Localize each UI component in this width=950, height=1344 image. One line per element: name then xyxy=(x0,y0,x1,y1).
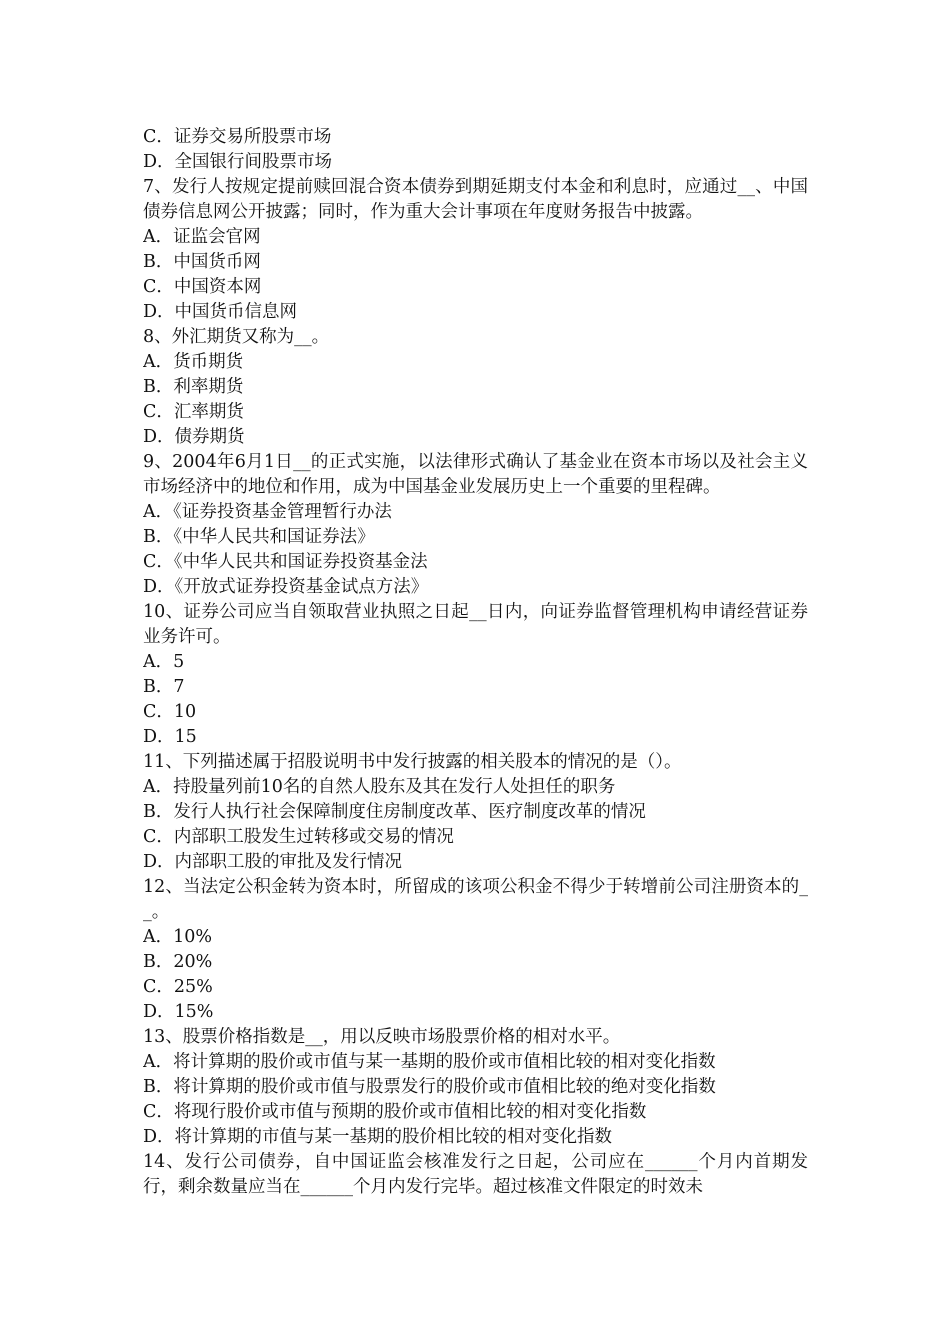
answer-option: A．持股量列前10名的自然人股东及其在发行人处担任的职务 xyxy=(143,777,616,797)
answer-option: C．《中华人民共和国证券投资基金法 xyxy=(143,552,428,572)
answer-option: D．全国银行间股票市场 xyxy=(143,152,333,172)
answer-option: D．中国货币信息网 xyxy=(143,302,298,322)
exam-questions xyxy=(143,125,808,1200)
question-text: 7、发行人按规定提前赎回混合资本债券到期延期支付本金和利息时，应通过__、中国债券信息网公开披露；同时，作为重大会计事项在年度财务报告中披露。 xyxy=(143,177,808,222)
answer-option: C．将现行股价或市值与预期的股价或市值相比较的相对变化指数 xyxy=(143,1102,647,1122)
question-text: 12、当法定公积金转为资本时，所留成的该项公积金不得少于转增前公司注册资本的__。 xyxy=(143,877,808,922)
answer-option: B．发行人执行社会保障制度住房制度改革、医疗制度改革的情况 xyxy=(143,802,646,822)
answer-option: B．《中华人民共和国证券法》 xyxy=(143,527,375,547)
question-text: 11、下列描述属于招股说明书中发行披露的相关股本的情况的是（）。 xyxy=(143,752,682,772)
answer-option: C．内部职工股发生过转移或交易的情况 xyxy=(143,827,454,847)
answer-option: D．《开放式证券投资基金试点方法》 xyxy=(143,577,429,597)
answer-option: B．将计算期的股价或市值与股票发行的股价或市值相比较的绝对变化指数 xyxy=(143,1077,716,1097)
question-text: 10、证券公司应当自领取营业执照之日起__日内，向证券监督管理机构申请经营证券业务许可。 xyxy=(143,602,808,647)
question-text: 13、股票价格指数是__，用以反映市场股票价格的相对水平。 xyxy=(143,1027,621,1047)
answer-option: C．25% xyxy=(143,977,213,997)
answer-option: B．利率期货 xyxy=(143,377,244,397)
answer-option: D．15 xyxy=(143,727,197,747)
answer-option: D．债券期货 xyxy=(143,427,245,447)
answer-option: A．证监会官网 xyxy=(143,227,261,247)
question-text: 14、发行公司债券，自中国证监会核准发行之日起，公司应在______个月内首期发行，剩余数量应当在______个月内发行完毕。超过核准文件限定的时效未 xyxy=(143,1152,808,1197)
answer-option: C．证券交易所股票市场 xyxy=(143,127,332,147)
question-text: 9、2004年6月1日__的正式实施，以法律形式确认了基金业在资本市场以及社会主义市场经济中的地位和作用，成为中国基金业发展历史上一个重要的里程碑。 xyxy=(143,452,808,497)
answer-option: D．15% xyxy=(143,1002,214,1022)
answer-option: C．中国资本网 xyxy=(143,277,262,297)
question-text: 8、外汇期货又称为__。 xyxy=(143,327,330,347)
answer-option: C．汇率期货 xyxy=(143,402,244,422)
answer-option: B．20% xyxy=(143,952,213,972)
answer-option: A．《证券投资基金管理暂行办法 xyxy=(143,502,392,522)
answer-option: D．将计算期的市值与某一基期的股价相比较的相对变化指数 xyxy=(143,1127,613,1147)
answer-option: A．货币期货 xyxy=(143,352,244,372)
answer-option: C．10 xyxy=(143,702,197,722)
answer-option: B．7 xyxy=(143,677,185,697)
answer-option: A．5 xyxy=(143,652,185,672)
answer-option: A．将计算期的股价或市值与某一基期的股价或市值相比较的相对变化指数 xyxy=(143,1052,716,1072)
answer-option: B．中国货币网 xyxy=(143,252,261,272)
answer-option: D．内部职工股的审批及发行情况 xyxy=(143,852,403,872)
answer-option: A．10% xyxy=(143,927,213,947)
